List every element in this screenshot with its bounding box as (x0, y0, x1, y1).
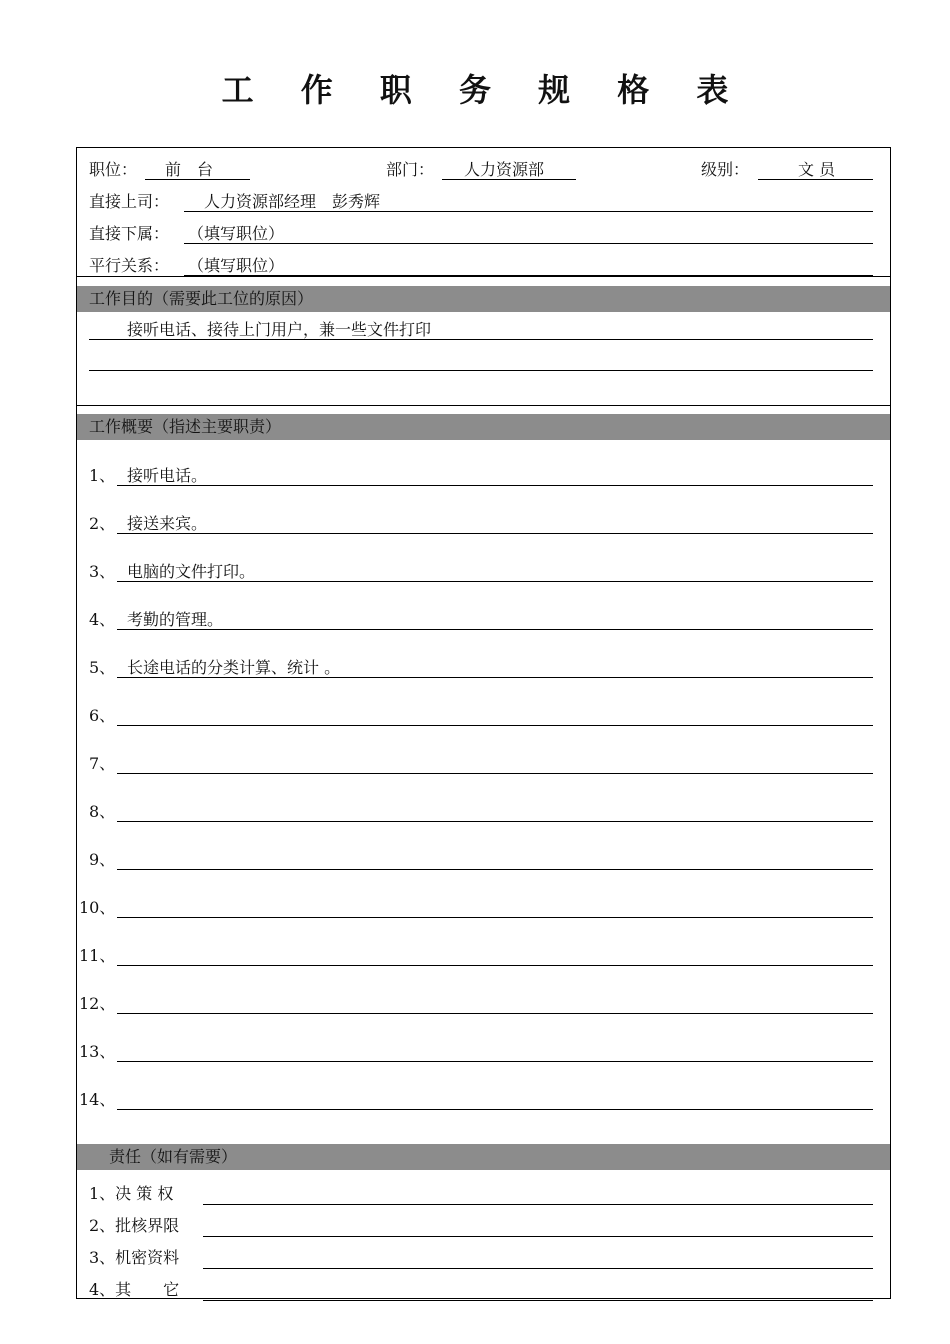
dept-label: 部门： (386, 160, 435, 179)
summary-item-number: 1、 (89, 466, 116, 485)
summary-item-field[interactable] (117, 898, 873, 918)
summary-item-field[interactable] (117, 1090, 873, 1110)
summary-item-number: 14、 (79, 1090, 116, 1109)
responsibility-item-field[interactable] (203, 1248, 873, 1269)
purpose-heading: 工作目的（需要此工位的原因） (77, 286, 890, 312)
summary-item-field[interactable] (117, 946, 873, 966)
summary-item-number: 4、 (89, 610, 116, 629)
summary-item-field[interactable] (117, 1042, 873, 1062)
responsibility-item-label: 2、批核界限 (89, 1216, 180, 1235)
purpose-blank-line[interactable] (89, 350, 873, 371)
responsibility-item-label: 1、决 策 权 (89, 1184, 174, 1203)
summary-item-field[interactable] (117, 994, 873, 1014)
responsibility-item-label: 4、其 它 (89, 1280, 180, 1299)
summary-item-number: 13、 (79, 1042, 116, 1061)
subordinate-field[interactable]: （填写职位） (184, 224, 873, 244)
summary-item-number: 10、 (79, 898, 116, 917)
summary-item-number: 5、 (89, 658, 116, 677)
summary-item-number: 3、 (89, 562, 116, 581)
position-field[interactable]: 前 台 (145, 160, 250, 180)
summary-item-field[interactable]: 接听电话。 (117, 466, 873, 486)
peer-field[interactable]: （填写职位） (184, 256, 873, 276)
summary-item-number: 11、 (79, 946, 116, 965)
section-divider (76, 405, 891, 406)
subordinate-label: 直接下属： (89, 224, 170, 243)
dept-field[interactable]: 人力资源部 (442, 160, 576, 180)
summary-item-number: 8、 (89, 802, 116, 821)
summary-item-number: 6、 (89, 706, 116, 725)
summary-item-field[interactable]: 长途电话的分类计算、统计 。 (117, 658, 873, 678)
summary-item-field[interactable]: 接送来宾。 (117, 514, 873, 534)
level-field[interactable]: 文 员 (758, 160, 873, 180)
responsibility-item-field[interactable] (203, 1216, 873, 1237)
summary-heading: 工作概要（指述主要职责） (77, 414, 890, 440)
page-title: 工 作 职 务 规 格 表 (221, 71, 747, 109)
summary-item-number: 2、 (89, 514, 116, 533)
summary-item-number: 7、 (89, 754, 116, 773)
summary-item-field[interactable] (117, 802, 873, 822)
responsibility-item-field[interactable] (203, 1280, 873, 1301)
summary-item-field[interactable]: 电脑的文件打印。 (117, 562, 873, 582)
summary-item-field[interactable] (117, 754, 873, 774)
responsibility-heading: 责任（如有需要） (77, 1144, 890, 1170)
position-label: 职位： (89, 160, 138, 179)
responsibility-item-label: 3、机密资料 (89, 1248, 180, 1267)
summary-item-number: 9、 (89, 850, 116, 869)
level-label: 级别： (701, 160, 750, 179)
section-divider (76, 276, 891, 277)
summary-item-field[interactable]: 考勤的管理。 (117, 610, 873, 630)
supervisor-field[interactable]: 人力资源部经理 彭秀辉 (184, 192, 873, 212)
supervisor-label: 直接上司： (89, 192, 170, 211)
peer-label: 平行关系： (89, 256, 170, 275)
responsibility-item-field[interactable] (203, 1184, 873, 1205)
summary-item-number: 12、 (79, 994, 116, 1013)
purpose-field[interactable]: 接听电话、接待上门用户，兼一些文件打印 (89, 320, 873, 340)
summary-item-field[interactable] (117, 850, 873, 870)
summary-item-field[interactable] (117, 706, 873, 726)
